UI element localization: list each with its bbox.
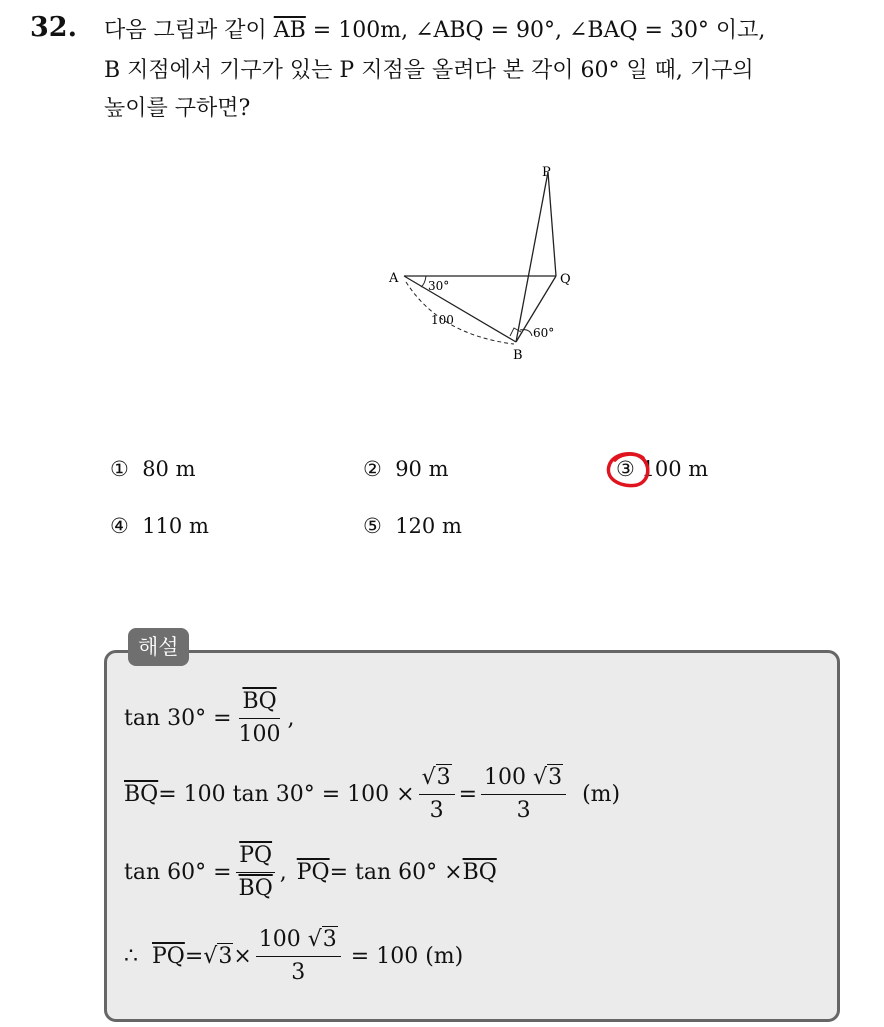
solution-equation-3 <box>124 842 497 903</box>
eq1-numerator: $\overline{BQ}$ <box>242 689 277 714</box>
eq3-numerator: $\overline{PQ}$ <box>239 843 273 868</box>
angle-a-arc <box>421 276 426 287</box>
question-line-3: 높이를 구하면? <box>104 96 251 121</box>
answer-circle-mark <box>605 450 653 490</box>
choice-5-text: 120 m <box>395 514 462 538</box>
eq4-fraction-coef: 100 <box>258 927 301 952</box>
eq4-result: = 100 (m) <box>350 944 464 969</box>
eq4-fraction <box>256 926 341 987</box>
line-pq <box>548 172 556 276</box>
eq4-fraction-sqrt-radicand: 3 <box>322 927 337 952</box>
eq2-fraction-1 <box>419 764 455 825</box>
eq4-fraction-sqrt: √3 <box>307 927 337 952</box>
eq1-comma: , <box>287 706 295 731</box>
eq2-sqrt-2-radicand: 3 <box>548 765 563 790</box>
choice-5[interactable] <box>363 514 462 538</box>
eq3-rhs-middle: = tan 60° × <box>329 860 463 885</box>
eq4-sqrt-radicand: 3 <box>218 944 233 969</box>
choice-4-mark: ④ <box>110 514 129 538</box>
eq3-denominator: BQ <box>238 876 273 901</box>
side-ab-dimension-arc <box>406 282 514 344</box>
eq3-lhs: tan 60° = <box>124 860 232 885</box>
question-line-1-start: 다음 그림과 같이 <box>104 18 274 43</box>
eq2-unit: (m) <box>582 782 621 807</box>
question-line-2: B 지점에서 기구가 있는 P 지점을 올려다 본 각이 60° 일 때, 기구의 <box>104 58 754 83</box>
eq2-fraction-2-coef: 100 <box>484 765 527 790</box>
eq4-times: × <box>233 944 252 969</box>
eq3-fraction <box>236 842 276 903</box>
circle-stroke <box>608 454 647 486</box>
label-side-ab: 100 <box>431 313 454 327</box>
eq2-fraction-2-denominator: 3 <box>516 798 531 823</box>
choice-1[interactable] <box>110 457 196 481</box>
eq2-sqrt-1: √3 <box>421 765 451 790</box>
geometry-diagram <box>370 160 590 370</box>
solution-equation-4 <box>124 926 463 987</box>
eq4-equals: = <box>184 944 204 969</box>
choice-1-text: 80 m <box>142 457 196 481</box>
eq2-sqrt-2: √3 <box>533 765 563 790</box>
choice-2[interactable] <box>363 457 449 481</box>
choice-2-text: 90 m <box>395 457 449 481</box>
label-angle-a: 30° <box>428 279 450 293</box>
choice-4-text: 110 m <box>142 514 209 538</box>
choice-3-text: 100 m <box>641 457 709 481</box>
choice-5-mark: ⑤ <box>363 514 382 538</box>
choice-3-mark: ③ <box>616 457 635 481</box>
eq3-rhs-lhs: $\overline{PQ}$ <box>296 860 330 885</box>
eq1-denominator: 100 <box>238 722 281 747</box>
eq2-sqrt-1-radicand: 3 <box>436 765 451 790</box>
label-a: A <box>389 271 399 286</box>
solution-tag: 해설 <box>128 628 189 666</box>
eq3-rhs-end: $\overline{BQ}$ <box>462 860 497 885</box>
choice-2-mark: ② <box>363 457 382 481</box>
label-b: B <box>513 348 523 363</box>
solution-equation-1 <box>124 688 295 749</box>
right-angle-mark <box>510 328 521 336</box>
geometry-figure <box>370 160 590 370</box>
choice-1-mark: ① <box>110 457 129 481</box>
eq2-fraction-1-denominator: 3 <box>429 798 444 823</box>
eq2-equals: = <box>458 782 478 807</box>
eq4-therefore: ∴ <box>124 944 138 969</box>
eq2-middle: = 100 tan 30° = 100 × <box>158 782 415 807</box>
eq3-comma: , <box>279 860 287 885</box>
eq1-lhs: tan 30° = <box>124 706 232 731</box>
label-p: P <box>542 165 551 180</box>
eq1-fraction <box>236 688 284 749</box>
question-number: 32. <box>30 12 77 43</box>
choice-4[interactable] <box>110 514 209 538</box>
eq2-lhs: $\overline{BQ}$ <box>124 782 159 807</box>
label-angle-b: 60° <box>533 326 555 340</box>
line-ab <box>404 276 516 342</box>
question-line-1 <box>104 14 765 48</box>
question-line-1-end: = 100m, ∠ABQ = 90°, ∠BAQ = 30° 이고, <box>305 18 766 43</box>
label-q: Q <box>560 272 571 287</box>
solution-equation-2 <box>124 764 620 825</box>
eq4-lhs: $\overline{PQ}$ <box>152 944 185 969</box>
eq4-sqrt: √3 <box>203 944 233 969</box>
eq4-fraction-denominator: 3 <box>291 960 306 985</box>
segment-ab: $\overline{AB}$ <box>273 18 306 43</box>
eq2-fraction-2 <box>481 764 566 825</box>
